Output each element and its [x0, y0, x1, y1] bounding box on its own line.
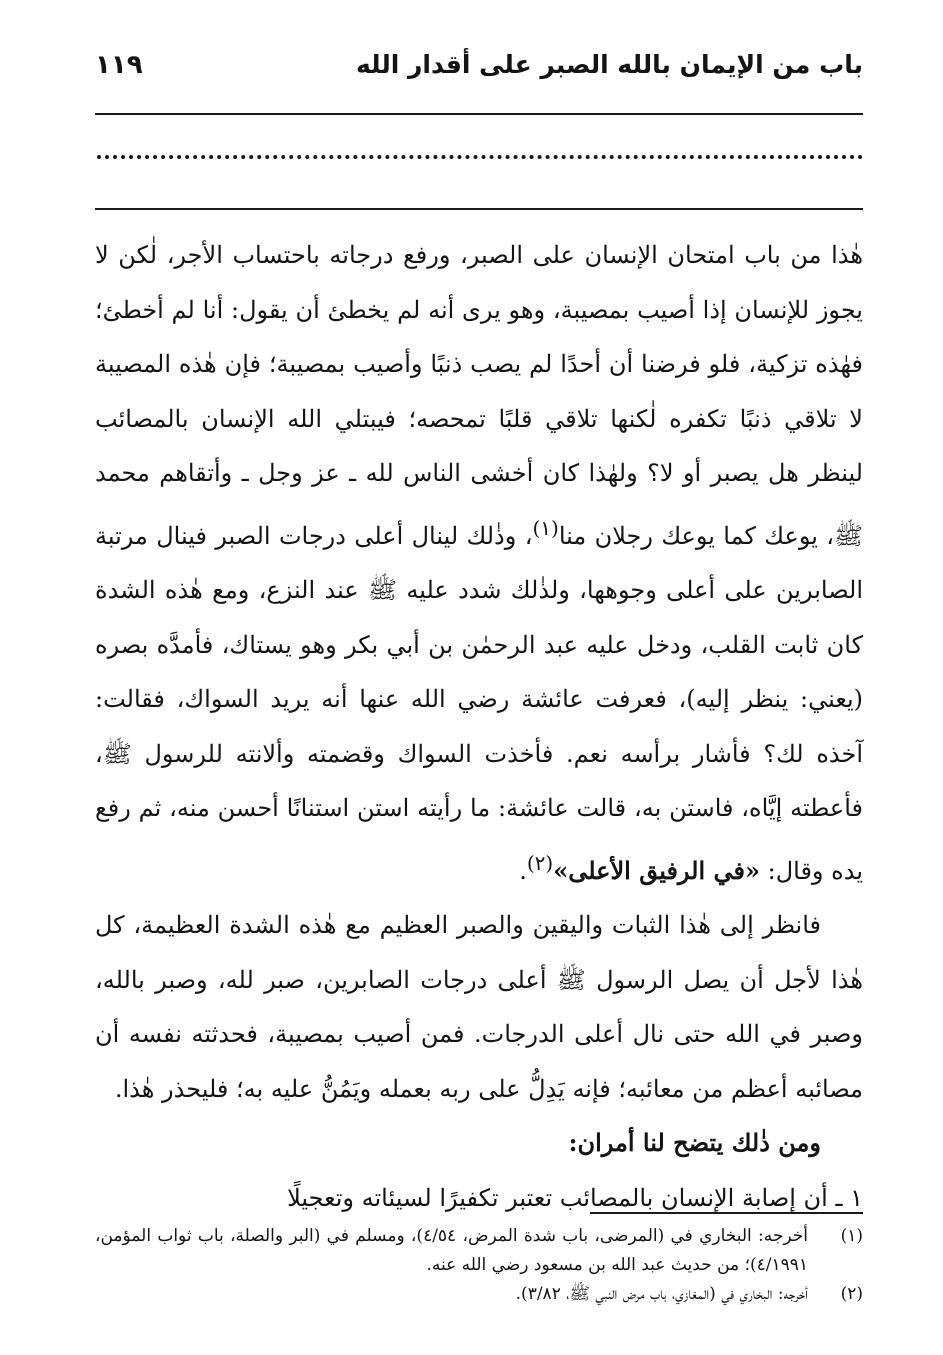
header-rule [95, 113, 863, 115]
paragraph-1 [95, 228, 863, 898]
page-number: ١١٩ [95, 50, 143, 80]
main-text [95, 228, 863, 1225]
page-header [95, 50, 863, 100]
footnote-text: أخرجه: البخاري في (المرضى، باب شدة المرض، ٤/٥٤)، ومسلم في (البر والصلة، باب ثواب المؤمن، ٤/١٩٩١)؛ من حديث عبد الله بن مسعود رضي الله عنه. [95, 1226, 809, 1275]
footnote-number: (٢) [840, 1284, 863, 1304]
footnote-rule [590, 1212, 863, 1214]
chapter-title: باب من الإيمان بالله الصبر على أقدار الله [356, 50, 863, 79]
footnotes [95, 1222, 863, 1309]
footnote-ref-2: (٢) [526, 850, 554, 875]
section-rule [95, 208, 863, 210]
paragraph-1-text: هٰذا من باب امتحان الإنسان على الصبر، ورفع درجاته باحتساب الأجر، لٰكن لا يجوز للإنسان إذا أصيب بمصيبة، وهو يرى أنه لم يخطئ أن يقول: أنا لم أخطئ؛ فهٰذه تزكية، فلو فرضنا أن أحدًا لم يصب ذنبًا وأصيب بمصيبة؛ فإن هٰذه المصيبة لا تلاقي ذنبًا تكفره لٰكنها تلاقي قلبًا تمحصه؛ فيبتلي الله الإنسان بالمصائب لينظر هل يصبر أو لا؟ ولهٰذا كان أخشى الناس لله ـ عز وجل ـ وأتقاهم محمد ﷺ، يوعك كما يوعك رجلان منا [95, 241, 864, 550]
hadith-quote: «في الرفيق الأعلى» [553, 855, 760, 885]
paragraph-1-end: . [519, 856, 527, 885]
footnote-ref-1: (١) [532, 515, 559, 540]
list-item-1: ١ ـ أن إصابة الإنسان بالمصائب تعتبر تكفيرًا لسيئاته وتعجيلًا [287, 1183, 863, 1212]
section-heading: ومن ذٰلك يتضح لنا أمران: [568, 1128, 821, 1157]
paragraph-1-continued: ، وذٰلك لينال أعلى درجات الصبر فينال مرتبة الصابرين على أعلى وجوهها، ولذٰلك شدد عليه ﷺ عند النزع، ومع هٰذه الشدة كان ثابت القلب، ودخل عليه عبد الرحمٰن بن أبي بكر وهو يستاك، فأمدَّه بصره (يعني: ينظر إليه)، فعرفت عائشة رضي الله عنها أنه يريد السواك، فقالت: آخذه لك؟ فأشار برأسه نعم. فأخذت السواك وقضمته وألانته للرسول ﷺ، فأعطته إيَّاه، فاستن به، قالت عائشة: ما رأيته استن استنانًا أحسن منه، ثم رفع يده وقال: [95, 521, 863, 885]
footnote-text: أخرجه: البخاري في (المغازي، باب مرض النبي ﷺ، ٣/٨٢). [515, 1284, 808, 1304]
dotted-separator [97, 155, 863, 159]
paragraph-2: فانظر إلى هٰذا الثبات واليقين والصبر العظيم مع هٰذه الشدة العظيمة، كل هٰذا لأجل أن يصل الرسول ﷺ أعلى درجات الصابرين، صبر لله، وصبر بالله، وصبر في الله حتى نال أعلى الدرجات. فمن أصيب بمصيبة، فحدثته نفسه أن مصائبه أعظم من معائبه؛ فإنه يَدِلُّ على ربه بعمله ويَمُنُّ عليه به؛ فليحذر هٰذا. [95, 911, 863, 1103]
footnote-number: (١) [840, 1226, 863, 1246]
footnote-1 [95, 1222, 863, 1280]
footnote-2 [95, 1280, 863, 1309]
